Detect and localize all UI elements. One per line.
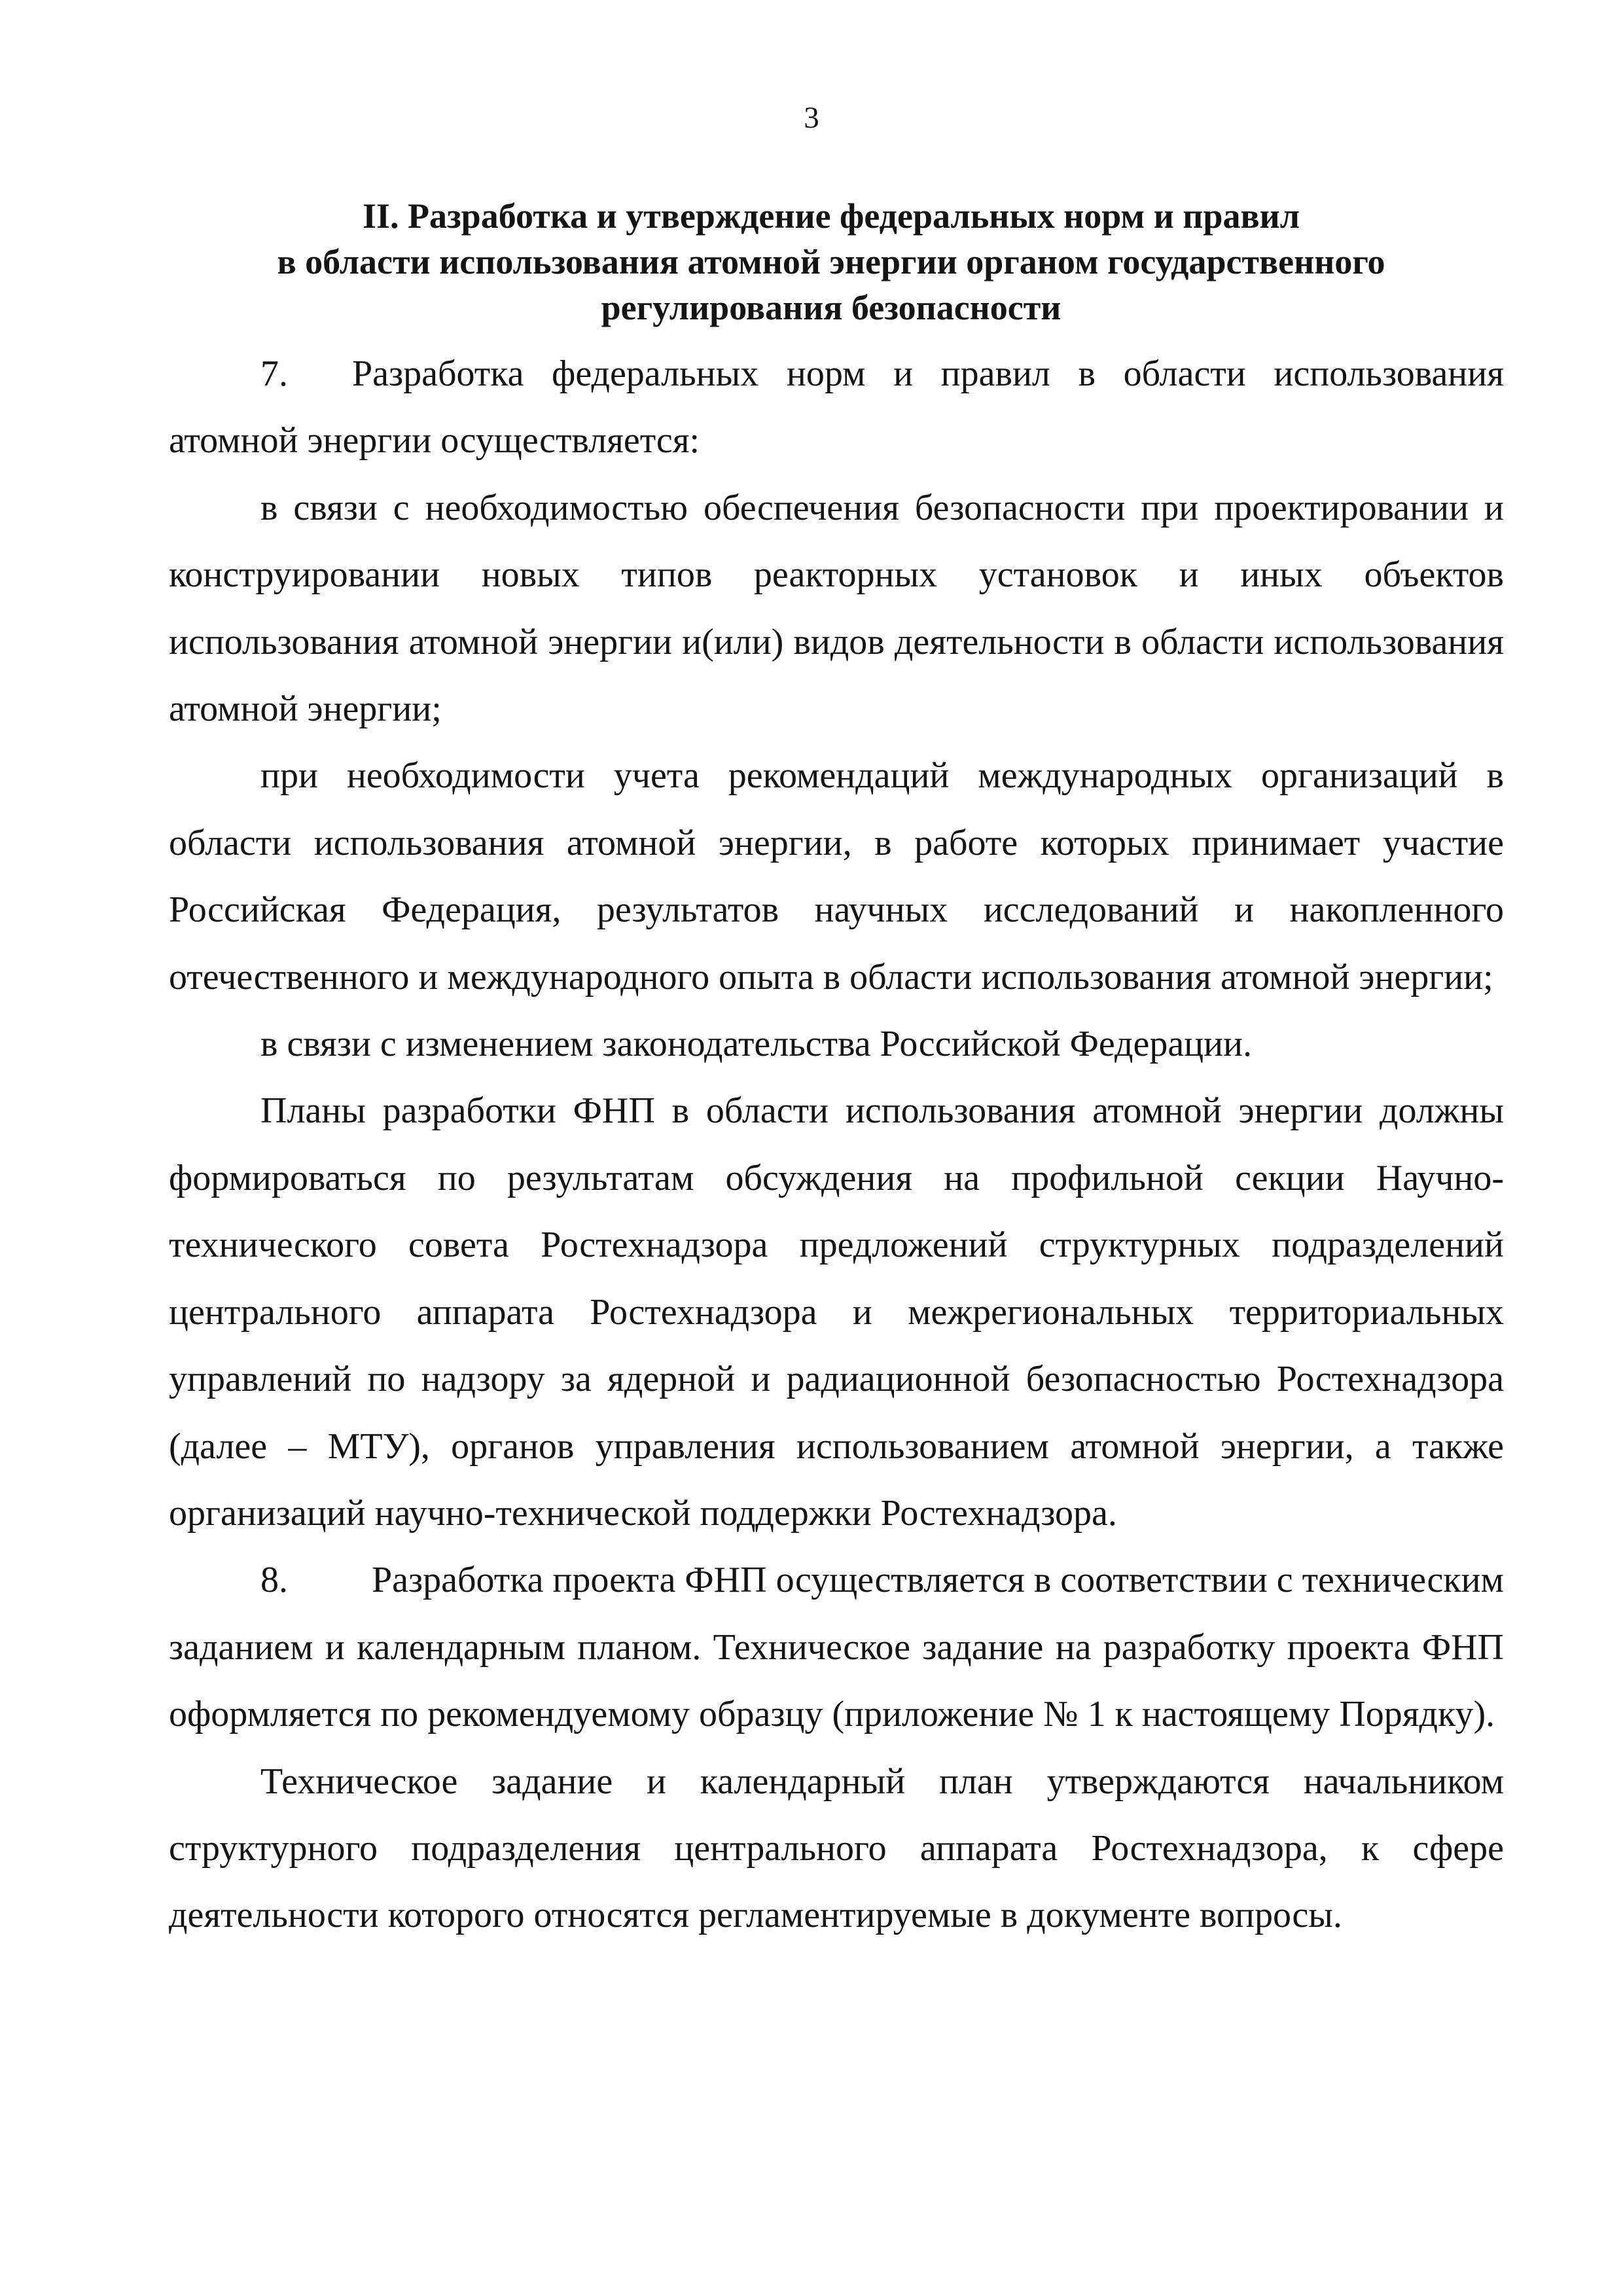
paragraph-8-text: Разработка проекта ФНП осуществляется в соответствии с техническим заданием и календарным планом. Техническое задание на разработку проекта ФНП оформляется по рекомендуемому образцу (приложение № 1 к настоящему Порядку). xyxy=(169,1560,1504,1735)
paragraph-7-item-safety: в связи с необходимостью обеспечения безопасности при проектировании и конструировании новых типов реакторных установок и иных объектов использования атомной энергии и(или) видов деятельности в области использования атомной энергии; xyxy=(169,487,1504,730)
section-heading-line-1: II. Разработка и утверждение федеральных норм и правил xyxy=(362,196,1300,236)
paragraph-8-number: 8. xyxy=(260,1560,288,1601)
paragraph-7-number: 7. xyxy=(260,353,288,394)
document-body xyxy=(169,340,1504,1949)
paragraph-8-approval: Техническое задание и календарный план утверждаются начальником структурного подразделения центрального аппарата Ростехнадзора, к сфере деятельности которого относятся регламентируемые в документе вопросы. xyxy=(169,1761,1504,1936)
section-heading xyxy=(196,193,1466,331)
paragraph-7-item-recommendations: при необходимости учета рекомендаций международных организаций в области использования атомной энергии, в работе которых принимает участие Российская Федерация, результатов научных исследований и накопленного отечественного и международного опыта в области использования атомной энергии; xyxy=(169,755,1504,997)
section-heading-line-3: регулирования безопасности xyxy=(601,288,1061,327)
paragraph-7-text: Разработка федеральных норм и правил в области использования атомной энергии осуществляется: xyxy=(169,353,1504,461)
paragraph-7 xyxy=(169,340,1504,475)
paragraph-7-item-legislation: в связи с изменением законодательства Российской Федерации. xyxy=(260,1024,1253,1065)
paragraph-8 xyxy=(169,1547,1504,1748)
section-heading-line-2: в области использования атомной энергии органом государственного xyxy=(277,242,1385,281)
page-number: 3 xyxy=(804,101,819,135)
paragraph-7-plans: Планы разработки ФНП в области использования атомной энергии должны формироваться по результатам обсуждения на профильной секции Научно-технического совета Ростехнадзора предложений структурных подразделений центрального аппарата Ростехнадзора и межрегиональных территориальных управлений по надзору за ядерной и радиационной безопасностью Ростехнадзора (далее – МТУ), органов управления использованием атомной энергии, а также организаций научно-технической поддержки Ростехнадзора. xyxy=(169,1090,1504,1534)
